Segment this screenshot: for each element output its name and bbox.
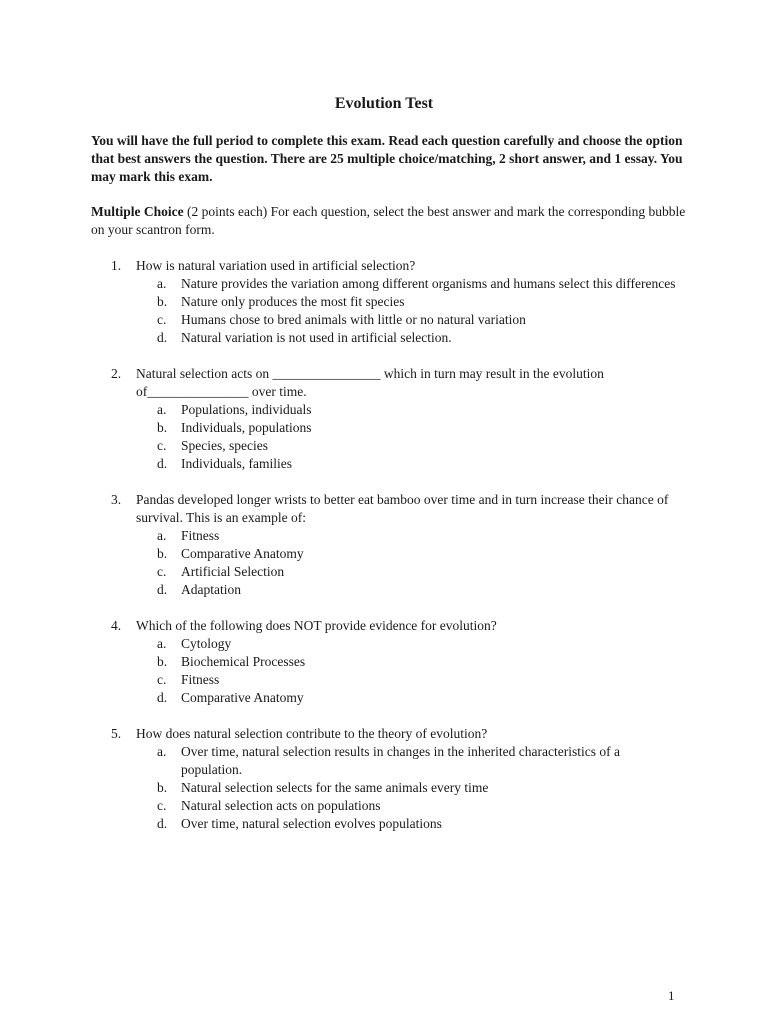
question <box>0 617 768 707</box>
option-letter: c. <box>157 798 167 813</box>
option-text: Over time, natural selection results in changes in the inherited characteristics of a population. <box>181 744 620 777</box>
option <box>0 419 768 437</box>
question <box>0 725 768 833</box>
option <box>0 743 768 779</box>
question-text: How is natural variation used in artificial selection? <box>136 258 416 273</box>
option-letter: c. <box>157 672 167 687</box>
option <box>0 815 768 833</box>
option <box>0 689 768 707</box>
option <box>0 797 768 815</box>
option <box>0 545 768 563</box>
question-number: 4. <box>111 618 122 633</box>
option-letter: a. <box>157 276 167 291</box>
option <box>0 401 768 419</box>
option-letter: b. <box>157 780 168 795</box>
option-letter: b. <box>157 420 168 435</box>
option-letter: d. <box>157 330 168 345</box>
question-number: 5. <box>111 726 122 741</box>
option-letter: a. <box>157 636 167 651</box>
option-letter: b. <box>157 546 168 561</box>
option-list <box>0 275 768 347</box>
question-number: 3. <box>111 492 122 507</box>
option-list <box>0 527 768 599</box>
option <box>0 455 768 473</box>
option-text: Humans chose to bred animals with little or no natural variation <box>181 312 526 327</box>
section-text: (2 points each) For each question, select the best answer and mark the corresponding bubble on your scantron form. <box>91 204 686 237</box>
option-text: Comparative Anatomy <box>181 690 304 705</box>
option <box>0 527 768 545</box>
question-text: How does natural selection contribute to the theory of evolution? <box>136 726 488 741</box>
option <box>0 437 768 455</box>
question <box>0 257 768 347</box>
option-text: Adaptation <box>181 582 241 597</box>
option <box>0 329 768 347</box>
section-label: Multiple Choice <box>91 204 184 219</box>
question-text: Pandas developed longer wrists to better eat bamboo over time and in turn increase their chance of survival. This is an example of: <box>136 492 669 525</box>
option <box>0 581 768 599</box>
option-letter: c. <box>157 312 167 327</box>
option-letter: d. <box>157 690 168 705</box>
option-text: Biochemical Processes <box>181 654 306 669</box>
question-list <box>0 257 768 851</box>
option-text: Over time, natural selection evolves populations <box>181 816 442 831</box>
option <box>0 653 768 671</box>
section-instructions <box>91 203 691 239</box>
option-text: Nature only produces the most fit species <box>181 294 405 309</box>
option-letter: d. <box>157 456 168 471</box>
option-text: Species, species <box>181 438 268 453</box>
option-text: Natural selection selects for the same animals every time <box>181 780 489 795</box>
option-text: Individuals, populations <box>181 420 312 435</box>
option-letter: b. <box>157 654 168 669</box>
question <box>0 365 768 473</box>
option <box>0 311 768 329</box>
option-letter: a. <box>157 744 167 759</box>
option <box>0 779 768 797</box>
option-text: Fitness <box>181 528 220 543</box>
option-text: Populations, individuals <box>181 402 312 417</box>
option-list <box>0 743 768 833</box>
question <box>0 491 768 599</box>
option-text: Individuals, families <box>181 456 292 471</box>
option-text: Comparative Anatomy <box>181 546 304 561</box>
option-text: Natural selection acts on populations <box>181 798 381 813</box>
option <box>0 635 768 653</box>
option-text: Fitness <box>181 672 220 687</box>
option-text: Cytology <box>181 636 232 651</box>
option-text: Nature provides the variation among different organisms and humans select this differences <box>181 276 676 291</box>
option <box>0 293 768 311</box>
option <box>0 563 768 581</box>
option-list <box>0 635 768 707</box>
page-title: Evolution Test <box>334 95 434 112</box>
option-text: Natural variation is not used in artificial selection. <box>181 330 452 345</box>
option <box>0 671 768 689</box>
page-number: 1 <box>668 988 675 1003</box>
question-text: Which of the following does NOT provide evidence for evolution? <box>136 618 497 633</box>
option <box>0 275 768 293</box>
option-list <box>0 401 768 473</box>
option-letter: c. <box>157 438 167 453</box>
question-text: Natural selection acts on ________________ which in turn may result in the evolution of_______________ over time. <box>136 366 604 399</box>
option-text: Artificial Selection <box>181 564 285 579</box>
exam-instructions: You will have the full period to complete this exam. Read each question carefully and choose the option that best answers the question. There are 25 multiple choice/matching, 2 short answer, and 1 essay. You may mark this exam. <box>91 133 683 184</box>
option-letter: d. <box>157 816 168 831</box>
option-letter: b. <box>157 294 168 309</box>
option-letter: c. <box>157 564 167 579</box>
question-number: 1. <box>111 258 122 273</box>
option-letter: a. <box>157 402 167 417</box>
option-letter: d. <box>157 582 168 597</box>
option-letter: a. <box>157 528 167 543</box>
question-number: 2. <box>111 366 122 381</box>
